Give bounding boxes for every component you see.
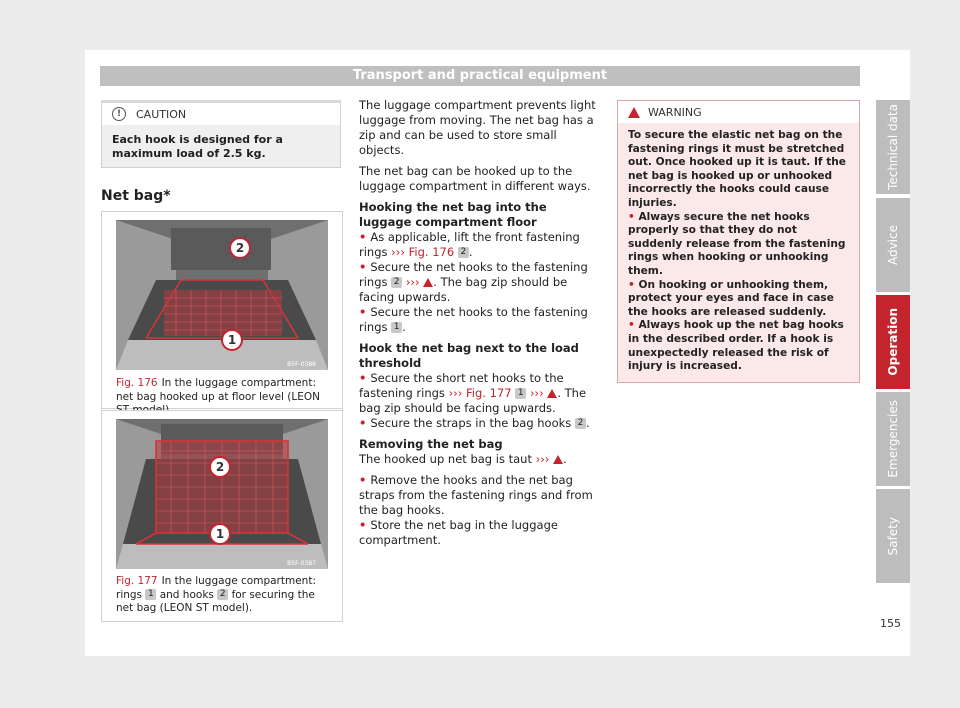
step-text: Secure the net hooks to the fastening rings: [359, 305, 588, 334]
step-text: Secure the straps in the bag hooks: [370, 416, 572, 430]
figure-177-caption-part: In the luggage compartment: rings: [116, 575, 316, 601]
warning-link[interactable]: ›››: [535, 452, 550, 466]
tab-technical-data[interactable]: [876, 100, 910, 194]
warning-label: WARNING: [648, 105, 702, 119]
tab-label: Operation: [886, 308, 900, 376]
warning-triangle-icon: [423, 278, 433, 287]
figure-177-caption-part: for securing the net bag (LEON ST model).: [116, 588, 315, 614]
caution-box-wrapper: [101, 100, 341, 168]
caution-text: Each hook is designed for a maximum load of 2.5 kg.: [112, 133, 283, 160]
step-short-hooks: [359, 371, 601, 416]
step-remove-hooks: • Remove the hooks and the net bag straps from the fastening rings and from the bag hooks.: [359, 473, 601, 518]
figure-176: [101, 211, 343, 409]
callout-2: 2: [391, 277, 402, 288]
callout-2: 2: [575, 418, 586, 429]
callout-1: 1: [515, 388, 526, 399]
tab-label: Technical data: [886, 104, 900, 190]
figure-176-callout-1: 1: [227, 333, 237, 347]
note-text: The hooked up net bag is taut: [359, 452, 532, 466]
step-straps: • Secure the straps in the bag hooks 2 .: [359, 416, 601, 431]
caution-box: [101, 100, 341, 168]
tab-safety[interactable]: [876, 489, 910, 583]
figure-177-callout-2: 2: [215, 460, 225, 474]
warning-triangle-icon: [553, 455, 563, 464]
subheading-floor: Hooking the net bag into the luggage compartment floor: [359, 200, 547, 229]
figure-176-image: [116, 220, 328, 370]
tab-operation[interactable]: [876, 295, 910, 389]
warning-item: • On hooking or unhooking them, protect your eyes and face in case the hooks are released suddenly.: [628, 279, 849, 320]
step-secure-hooks-1: • Secure the net hooks to the fastening rings 1 .: [359, 305, 601, 335]
warning-text: [618, 123, 859, 382]
warning-header: [618, 101, 859, 123]
warning-item: • Always hook up the net bag hooks in the described order. If a hook is unexpectedly released the risk of injury is increased.: [628, 319, 849, 373]
tab-label: Advice: [886, 224, 900, 266]
caution-header: [102, 103, 340, 125]
figure-177-code: B5F-0387: [287, 560, 316, 567]
step-text: Secure the net hooks to the fastening rings: [359, 260, 588, 289]
warning-item: • Always secure the net hooks properly so that they do not suddenly release from the fastening rings when hooking or unhooking them.: [628, 211, 849, 279]
warning-link[interactable]: ›››: [405, 275, 420, 289]
removing-note: The hooked up net bag is taut ››› .: [359, 452, 567, 466]
figure-177-caption-part: and hooks: [159, 588, 214, 601]
step-secure-hooks-2: [359, 260, 601, 305]
figure-177-caption: [116, 575, 330, 616]
figure-177-callout-1: 1: [215, 527, 225, 541]
page-header: Transport and practical equipment: [100, 66, 860, 86]
body-text: [359, 98, 601, 554]
subheading-threshold: Hook the net bag next to the load threshold: [359, 341, 579, 370]
fig-176-link[interactable]: ››› Fig. 176: [391, 245, 455, 259]
callout-1: 1: [391, 322, 402, 333]
callout-2: 2: [458, 247, 469, 258]
figure-177-number: Fig. 177: [116, 575, 158, 587]
warning-link[interactable]: ›››: [529, 386, 544, 400]
step-text: As applicable, lift the front fastening rings: [359, 230, 580, 259]
fig-177-link[interactable]: ››› Fig. 177: [448, 386, 512, 400]
figure-177: [101, 410, 343, 622]
tab-label: Emergencies: [886, 400, 900, 478]
figure-176-caption-text: In the luggage compartment: net bag hooked up at floor level (LEON: [116, 377, 321, 403]
step-text: Secure the short net hooks to the fastening rings: [359, 371, 564, 400]
warning-triangle-icon: [547, 389, 557, 398]
figure-176-code: B5F-0386: [287, 361, 316, 368]
warning-intro: To secure the elastic net bag on the fastening rings it must be stretched out. Once hooked up it is taut. If the net bag is hooked up or unhooked incorrectly the hooks could cause injuries.: [628, 129, 846, 209]
callout-2: 2: [217, 589, 228, 600]
info-circle-icon: !: [112, 107, 126, 121]
tab-label: Safety: [886, 516, 900, 556]
step-lift-rings: • As applicable, lift the front fastening rings ››› Fig. 176 2 .: [359, 230, 601, 260]
figure-176-callout-2: 2: [235, 241, 245, 255]
step-text: . The bag zip should be facing upwards.: [359, 275, 568, 304]
intro-paragraph-2: The net bag can be hooked up to the luggage compartment in different ways.: [359, 164, 591, 193]
warning-triangle-icon: [628, 107, 640, 118]
warning-box: [617, 100, 860, 383]
step-text: . The bag zip should be facing upwards.: [359, 386, 587, 415]
step-store-bag: • Store the net bag in the luggage compartment.: [359, 518, 601, 548]
callout-1: 1: [145, 589, 156, 600]
caution-label: CAUTION: [136, 107, 187, 121]
intro-paragraph-1: The luggage compartment prevents light luggage from moving. The net bag has a zip and can be used to store small objects.: [359, 98, 596, 157]
tab-emergencies[interactable]: [876, 392, 910, 486]
section-title: Net bag*: [101, 188, 171, 204]
page-number: 155: [880, 617, 901, 630]
figure-176-number: Fig. 176: [116, 377, 158, 389]
figure-177-image: [116, 419, 328, 569]
tab-advice[interactable]: [876, 198, 910, 292]
subheading-removing: Removing the net bag: [359, 437, 503, 451]
